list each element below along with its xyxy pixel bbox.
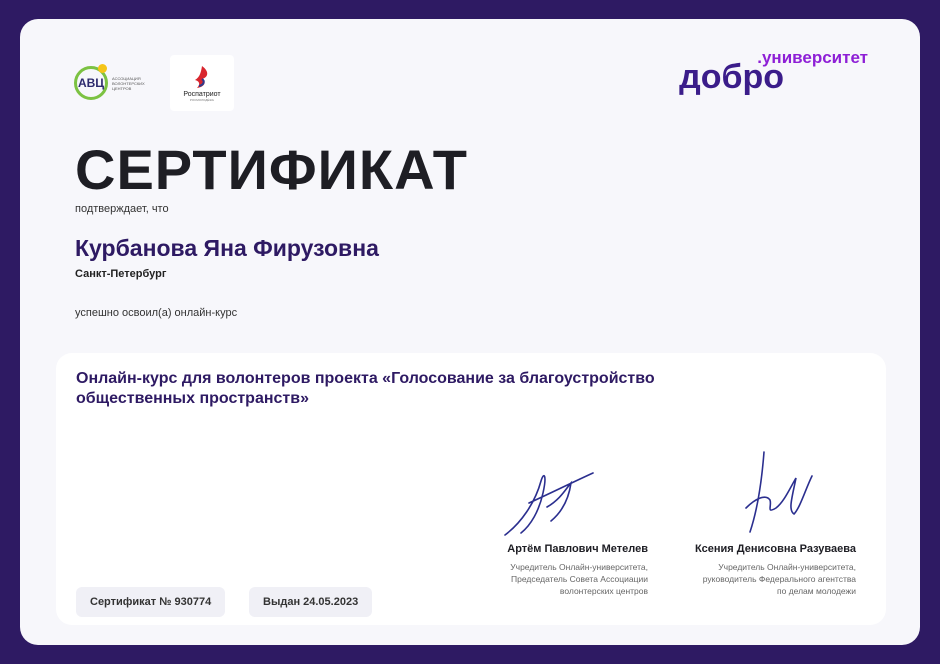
partner-logos: [74, 55, 234, 111]
signer-role-line: руководитель Федерального агентства: [702, 574, 856, 584]
rospatriot-subtitle: РОСМОЛОДЁЖЬ: [189, 97, 215, 102]
recipient-name: Курбанова Яна Фирузовна: [75, 235, 379, 261]
mastered-text: успешно освоил(а) онлайн-курс: [75, 307, 238, 319]
signer-name: Артём Павлович Метелев: [507, 543, 648, 555]
signature-metelev: [501, 463, 601, 543]
course-title: Онлайн-курс для волонтеров проекта «Голосование за благоустройство общественных пространств»: [76, 370, 655, 407]
signer-role-line: Учредитель Онлайн-университета,: [718, 562, 856, 572]
sun-icon: [98, 64, 107, 73]
dobro-logo-suffix: .университет: [757, 48, 868, 67]
rospatriot-name: Роспатриот: [183, 90, 221, 98]
signer-role-line: Председатель Совета Ассоциации: [511, 574, 648, 584]
avc-emblem: [74, 66, 108, 100]
avc-caption: АССОЦИАЦИЯ ВОЛОНТЕРСКИХ ЦЕНТРОВ: [112, 75, 145, 91]
rospatriot-flame-icon: [191, 65, 213, 89]
certificate-card: [20, 19, 920, 645]
signer-razuvaeva: [656, 543, 856, 597]
certificate-number-badge: Сертификат № 930774: [76, 587, 225, 617]
dobro-university-logo: [679, 48, 868, 96]
signer-name: Ксения Денисовна Разуваева: [695, 543, 856, 555]
signer-role-line: по делам молодежи: [777, 586, 856, 596]
rospatriot-logo: [170, 55, 234, 111]
signature-razuvaeva: [736, 448, 816, 538]
course-panel: [56, 353, 886, 625]
signer-role-line: волонтерских центров: [559, 586, 648, 596]
issue-date-badge: Выдан 24.05.2023: [249, 587, 372, 617]
signer-metelev: [448, 543, 648, 597]
avc-logo: [74, 66, 148, 100]
dobro-logo-word: добро: [679, 58, 784, 96]
certificate-title: СЕРТИФИКАТ: [75, 138, 468, 201]
confirms-text: подтверждает, что: [75, 203, 169, 215]
recipient-city: Санкт-Петербург: [75, 268, 167, 280]
signer-role-line: Учредитель Онлайн-университета,: [510, 562, 648, 572]
avc-logo-text: АВЦ: [77, 76, 105, 90]
